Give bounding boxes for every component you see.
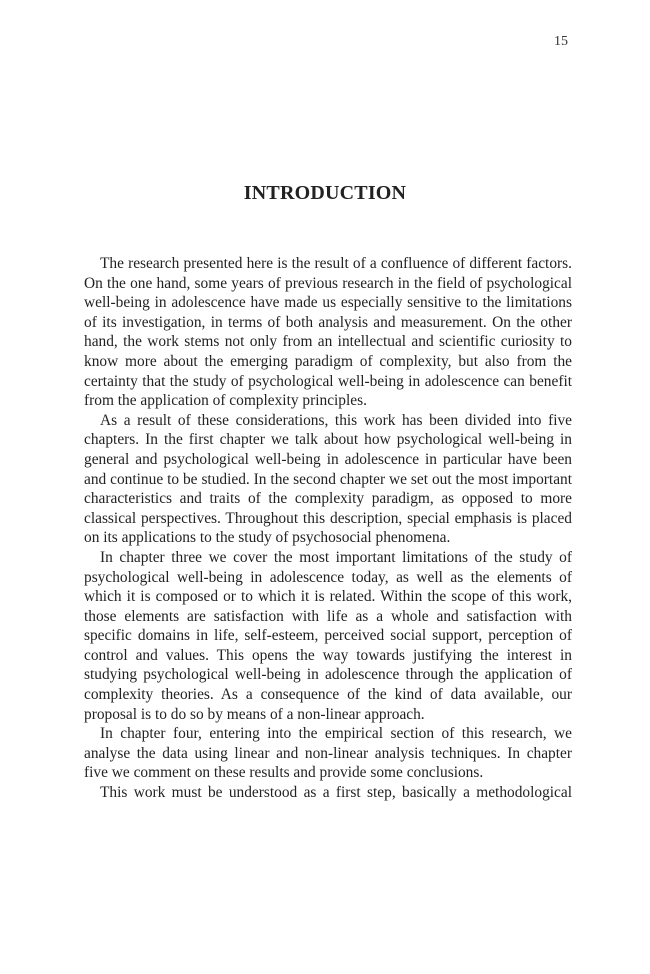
- paragraph: This work must be understood as a first step, basically a methodological: [100, 784, 572, 802]
- chapter-title: INTRODUCTION: [243, 182, 407, 204]
- paragraph: As a result of these considerations, this work has been divided into five chapters. In the first chapter we talk about how psychological well-being in general and psychological well-being in adolescence in particular have been and continue to be studied. In the second chapter we set out the most important characteristics and traits of the complexity paradigm, as opposed to more classical perspectives. Throughout this description, special emphasis is placed on its applications to the study of psychosocial phenomena.: [84, 411, 572, 547]
- paragraph: In chapter four, entering into the empirical section of this research, we analyse the data using linear and non-linear analysis techniques. In chapter five we comment on these results and provide some conclusions.: [84, 725, 572, 782]
- paragraph: In chapter three we cover the most important limitations of the study of psychological well-being in adolescence today, as well as the elements of which it is composed or to which it is related. Within the scope of this work, those elements are satisfaction with life as a whole and satisfaction with specific domains in life, self-esteem, perceived social support, perception of control and values. This opens the way towards justifying the interest in studying psychological well-being in adolescence through the application of complexity theories. As a consequence of the kind of data available, our proposal is to do so by means of a non-linear approach.: [84, 548, 572, 723]
- body-text: [84, 254, 572, 803]
- page-number: 15: [554, 34, 568, 49]
- paragraph: The research presented here is the result of a confluence of different factors. On the one hand, some years of previous research in the field of psychological well-being in adolescence have made us especially sensitive to the limitations of its investigation, in terms of both analysis and measurement. On the other hand, the work stems not only from an intellectual and scientific curiosity to know more about the emerging paradigm of complexity, but also from the certainty that the study of psychological well-being in adolescence can benefit from the application of complexity principles.: [84, 255, 572, 410]
